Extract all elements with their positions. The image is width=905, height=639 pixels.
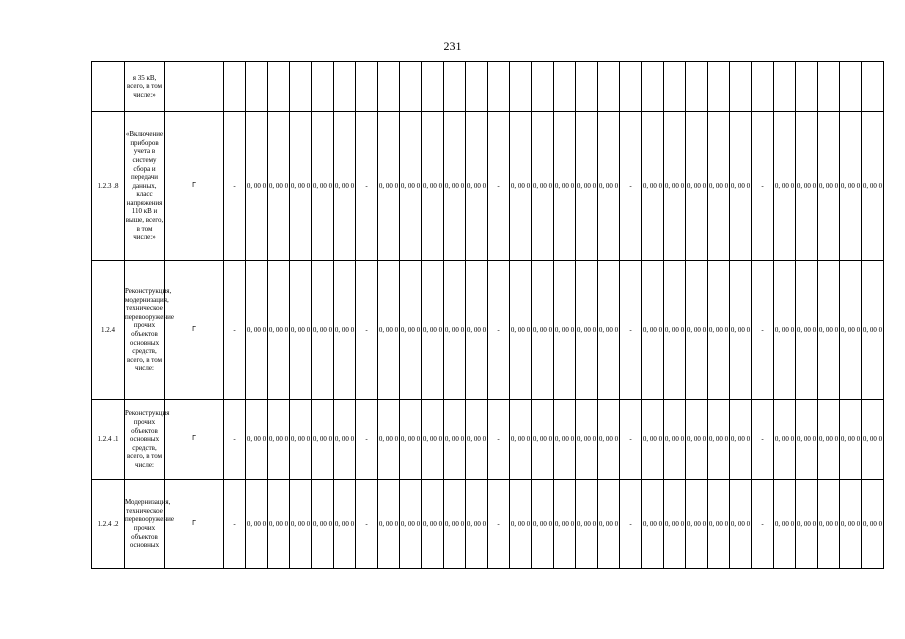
value-cell: 0, 00 0 <box>334 261 356 400</box>
empty-cell <box>686 62 708 112</box>
empty-cell <box>312 62 334 112</box>
value-cell: 0, 00 0 <box>774 112 796 261</box>
value-cell: 0, 00 0 <box>444 112 466 261</box>
value-cell: 0, 00 0 <box>378 400 400 480</box>
empty-cell <box>466 62 488 112</box>
value-cell: 0, 00 0 <box>290 480 312 569</box>
value-cell: 0, 00 0 <box>510 261 532 400</box>
value-cell: 0, 00 0 <box>576 261 598 400</box>
value-cell: 0, 00 0 <box>246 112 268 261</box>
value-cell: 0, 00 0 <box>312 480 334 569</box>
table-row <box>92 62 884 112</box>
dash-cell: - <box>752 400 774 480</box>
value-cell: 0, 00 0 <box>774 480 796 569</box>
dash-cell: - <box>752 261 774 400</box>
dash-cell: - <box>356 112 378 261</box>
dash-cell: - <box>488 400 510 480</box>
value-cell: 0, 00 0 <box>708 112 730 261</box>
value-cell: 0, 00 0 <box>576 112 598 261</box>
dash-cell: - <box>620 400 642 480</box>
empty-cell <box>422 62 444 112</box>
value-cell: 0, 00 0 <box>686 480 708 569</box>
value-cell: 0, 00 0 <box>422 400 444 480</box>
value-cell: 0, 00 0 <box>466 112 488 261</box>
value-cell: 0, 00 0 <box>818 400 840 480</box>
value-cell: 0, 00 0 <box>400 400 422 480</box>
value-cell: 0, 00 0 <box>554 112 576 261</box>
value-cell: 0, 00 0 <box>818 480 840 569</box>
empty-cell <box>664 62 686 112</box>
empty-cell <box>268 62 290 112</box>
value-cell: 0, 00 0 <box>862 400 884 480</box>
value-cell: 0, 00 0 <box>510 480 532 569</box>
value-cell: 0, 00 0 <box>422 480 444 569</box>
value-cell: 0, 00 0 <box>796 400 818 480</box>
value-cell: 0, 00 0 <box>708 400 730 480</box>
row-number: 1.2.3 .8 <box>92 112 125 261</box>
empty-cell <box>356 62 378 112</box>
value-cell: 0, 00 0 <box>554 480 576 569</box>
value-cell: 0, 00 0 <box>730 400 752 480</box>
empty-cell <box>224 62 246 112</box>
value-cell: 0, 00 0 <box>532 261 554 400</box>
investment-table <box>91 61 884 569</box>
value-cell: 0, 00 0 <box>290 261 312 400</box>
row-description: Модернизация, техническое перевооружение прочих объектов основных <box>125 480 165 569</box>
value-cell: 0, 00 0 <box>268 400 290 480</box>
dash-cell: - <box>356 400 378 480</box>
value-cell: 0, 00 0 <box>664 480 686 569</box>
row-number: 1.2.4 .1 <box>92 400 125 480</box>
dash-cell: - <box>356 261 378 400</box>
value-cell: 0, 00 0 <box>466 480 488 569</box>
value-cell: 0, 00 0 <box>268 112 290 261</box>
value-cell: 0, 00 0 <box>774 261 796 400</box>
value-cell: 0, 00 0 <box>796 480 818 569</box>
value-cell: 0, 00 0 <box>268 261 290 400</box>
value-cell: 0, 00 0 <box>422 112 444 261</box>
value-cell: 0, 00 0 <box>708 480 730 569</box>
value-cell: 0, 00 0 <box>598 400 620 480</box>
value-cell: 0, 00 0 <box>818 112 840 261</box>
table-row <box>92 261 884 400</box>
value-cell: 0, 00 0 <box>664 261 686 400</box>
value-cell: 0, 00 0 <box>686 400 708 480</box>
value-cell: 0, 00 0 <box>840 400 862 480</box>
value-cell: 0, 00 0 <box>862 112 884 261</box>
value-cell: 0, 00 0 <box>642 480 664 569</box>
value-cell: 0, 00 0 <box>246 480 268 569</box>
value-cell: 0, 00 0 <box>554 400 576 480</box>
empty-cell <box>290 62 312 112</box>
row-category-letter: Г <box>165 112 224 261</box>
dash-cell: - <box>224 480 246 569</box>
dash-cell: - <box>752 112 774 261</box>
empty-cell <box>796 62 818 112</box>
value-cell: 0, 00 0 <box>818 261 840 400</box>
value-cell: 0, 00 0 <box>510 112 532 261</box>
value-cell: 0, 00 0 <box>312 112 334 261</box>
empty-cell <box>554 62 576 112</box>
value-cell: 0, 00 0 <box>400 480 422 569</box>
row-description: я 35 кВ, всего, в том числе:» <box>125 62 165 112</box>
value-cell: 0, 00 0 <box>312 400 334 480</box>
value-cell: 0, 00 0 <box>576 480 598 569</box>
dash-cell: - <box>620 112 642 261</box>
empty-cell <box>510 62 532 112</box>
empty-cell <box>400 62 422 112</box>
value-cell: 0, 00 0 <box>598 112 620 261</box>
row-category-letter: Г <box>165 480 224 569</box>
empty-cell <box>862 62 884 112</box>
dash-cell: - <box>620 480 642 569</box>
dash-cell: - <box>488 261 510 400</box>
value-cell: 0, 00 0 <box>862 261 884 400</box>
dash-cell: - <box>620 261 642 400</box>
row-category-letter: Г <box>165 400 224 480</box>
dash-cell: - <box>488 480 510 569</box>
value-cell: 0, 00 0 <box>466 400 488 480</box>
empty-cell <box>246 62 268 112</box>
value-cell: 0, 00 0 <box>554 261 576 400</box>
row-description: Реконструкция прочих объектов основных средств, всего, в том числе: <box>125 400 165 480</box>
empty-cell <box>620 62 642 112</box>
value-cell: 0, 00 0 <box>532 480 554 569</box>
value-cell: 0, 00 0 <box>444 261 466 400</box>
value-cell: 0, 00 0 <box>290 112 312 261</box>
value-cell: 0, 00 0 <box>334 400 356 480</box>
value-cell: 0, 00 0 <box>642 112 664 261</box>
empty-cell <box>642 62 664 112</box>
value-cell: 0, 00 0 <box>774 400 796 480</box>
value-cell: 0, 00 0 <box>400 112 422 261</box>
row-category-letter <box>165 62 224 112</box>
value-cell: 0, 00 0 <box>642 400 664 480</box>
dash-cell: - <box>752 480 774 569</box>
value-cell: 0, 00 0 <box>378 112 400 261</box>
value-cell: 0, 00 0 <box>686 112 708 261</box>
value-cell: 0, 00 0 <box>642 261 664 400</box>
row-number <box>92 62 125 112</box>
empty-cell <box>334 62 356 112</box>
value-cell: 0, 00 0 <box>466 261 488 400</box>
dash-cell: - <box>356 480 378 569</box>
value-cell: 0, 00 0 <box>598 261 620 400</box>
row-number: 1.2.4 .2 <box>92 480 125 569</box>
row-number: 1.2.4 <box>92 261 125 400</box>
value-cell: 0, 00 0 <box>796 261 818 400</box>
value-cell: 0, 00 0 <box>312 261 334 400</box>
value-cell: 0, 00 0 <box>840 480 862 569</box>
empty-cell <box>730 62 752 112</box>
empty-cell <box>378 62 400 112</box>
value-cell: 0, 00 0 <box>730 261 752 400</box>
value-cell: 0, 00 0 <box>532 400 554 480</box>
empty-cell <box>840 62 862 112</box>
value-cell: 0, 00 0 <box>400 261 422 400</box>
table-row <box>92 400 884 480</box>
empty-cell <box>774 62 796 112</box>
value-cell: 0, 00 0 <box>862 480 884 569</box>
value-cell: 0, 00 0 <box>334 480 356 569</box>
value-cell: 0, 00 0 <box>268 480 290 569</box>
value-cell: 0, 00 0 <box>840 261 862 400</box>
empty-cell <box>752 62 774 112</box>
value-cell: 0, 00 0 <box>708 261 730 400</box>
empty-cell <box>532 62 554 112</box>
empty-cell <box>488 62 510 112</box>
value-cell: 0, 00 0 <box>532 112 554 261</box>
empty-cell <box>708 62 730 112</box>
value-cell: 0, 00 0 <box>664 400 686 480</box>
dash-cell: - <box>224 112 246 261</box>
value-cell: 0, 00 0 <box>840 112 862 261</box>
empty-cell <box>576 62 598 112</box>
dash-cell: - <box>488 112 510 261</box>
value-cell: 0, 00 0 <box>444 400 466 480</box>
value-cell: 0, 00 0 <box>246 261 268 400</box>
value-cell: 0, 00 0 <box>290 400 312 480</box>
row-category-letter: Г <box>165 261 224 400</box>
row-description: «Включение приборов учета в систему сбора и передачи данных, класс напряжения 110 кВ и выше, всего, в том числе:» <box>125 112 165 261</box>
dash-cell: - <box>224 400 246 480</box>
value-cell: 0, 00 0 <box>576 400 598 480</box>
value-cell: 0, 00 0 <box>730 480 752 569</box>
empty-cell <box>818 62 840 112</box>
value-cell: 0, 00 0 <box>510 400 532 480</box>
table-row <box>92 112 884 261</box>
value-cell: 0, 00 0 <box>730 112 752 261</box>
value-cell: 0, 00 0 <box>378 480 400 569</box>
table-row <box>92 480 884 569</box>
dash-cell: - <box>224 261 246 400</box>
page-number: 231 <box>443 39 462 53</box>
value-cell: 0, 00 0 <box>664 112 686 261</box>
empty-cell <box>598 62 620 112</box>
value-cell: 0, 00 0 <box>686 261 708 400</box>
value-cell: 0, 00 0 <box>422 261 444 400</box>
row-description: Реконструкция, модернизация, техническое перевооружение прочих объектов основных средств, всего, в том числе: <box>125 261 165 400</box>
value-cell: 0, 00 0 <box>334 112 356 261</box>
value-cell: 0, 00 0 <box>598 480 620 569</box>
empty-cell <box>444 62 466 112</box>
value-cell: 0, 00 0 <box>378 261 400 400</box>
value-cell: 0, 00 0 <box>246 400 268 480</box>
value-cell: 0, 00 0 <box>796 112 818 261</box>
value-cell: 0, 00 0 <box>444 480 466 569</box>
